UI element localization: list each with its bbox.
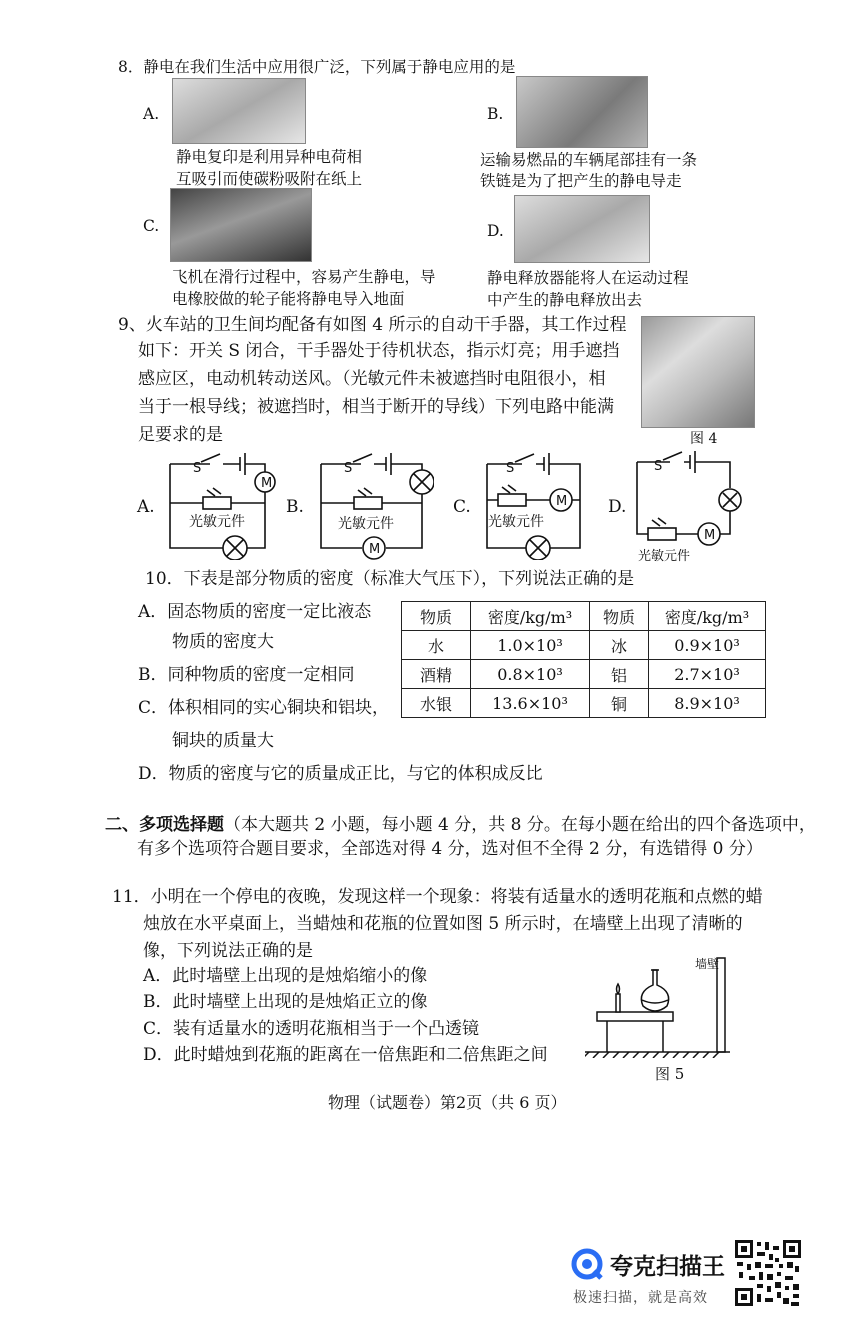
table-cell: 酒精: [402, 660, 471, 689]
q10-option-a-line1: A．固态物质的密度一定比液态: [138, 602, 372, 622]
q8-option-a-line2: 互吸引而使碳粉吸附在纸上: [176, 170, 363, 188]
scanner-slogan: 极速扫描，就是高效: [573, 1290, 708, 1306]
q10-stem: 10．下表是部分物质的密度（标准大气压下），下列说法正确的是: [145, 569, 635, 589]
density-table: [401, 601, 766, 718]
q10-option-b: B．同种物质的密度一定相同: [138, 665, 355, 685]
q9-circuit-c-motor-label: M: [556, 494, 568, 509]
q9-circuit-a-letter: A.: [137, 497, 155, 517]
q8-option-c-letter: C.: [143, 217, 160, 235]
table-cell: 8.9×10³: [649, 689, 766, 718]
table-cell: 水: [402, 631, 471, 660]
table-cell: 0.9×10³: [649, 631, 766, 660]
section2-desc-line1: （本大题共 2 小题，每小题 4 分，共 8 分。在每小题在给出的四个备选项中，: [224, 815, 816, 835]
q8-option-a-line1: 静电复印是利用异种电荷相: [176, 148, 363, 166]
q11-wall-label: 墙壁: [695, 957, 720, 971]
q9-line-3: 感应区，电动机转动送风。（光敏元件未被遮挡时电阻很小，相: [138, 369, 606, 389]
q9-circuit-d-sensor-label: 光敏元件: [638, 549, 691, 564]
q8-option-d-letter: D.: [487, 222, 504, 240]
table-header-cell: 密度/kg/m³: [649, 602, 766, 631]
q8-photo-d: [514, 195, 650, 263]
q8-photo-b: [516, 76, 648, 148]
q9-circuit-c-sensor-label: 光敏元件: [488, 514, 544, 530]
table-cell: 冰: [590, 631, 649, 660]
q9-circuit-b-sensor-label: 光敏元件: [338, 516, 394, 532]
page-footer: 物理（试题卷）第2页（共 6 页）: [328, 1093, 567, 1112]
qr-code-icon: [735, 1240, 801, 1306]
q9-circuit-d-switch-label: S: [654, 459, 663, 474]
q9-circuit-a-switch-label: S: [193, 461, 202, 476]
table-cell: 2.7×10³: [649, 660, 766, 689]
q11-option-d: D．此时蜡烛到花瓶的距离在一倍焦距和二倍焦距之间: [143, 1045, 548, 1065]
q9-circuit-d-diagram: [632, 450, 744, 564]
q9-line-1: 9、火车站的卫生间均配备有如图 4 所示的自动干手器，其工作过程: [118, 315, 627, 335]
q11-figure5-diagram: [585, 950, 745, 1058]
table-cell: 铜: [590, 689, 649, 718]
q8-photo-c: [170, 188, 312, 262]
table-row: [402, 631, 766, 660]
q10-option-c-line1: C．体积相同的实心铜块和铝块，: [138, 698, 390, 718]
q8-photo-a: [172, 78, 306, 144]
table-header-cell: 物质: [590, 602, 649, 631]
q9-figure4-photo: [641, 316, 755, 428]
section2-desc-line2: 有多个选项符合题目要求，全部选对得 4 分，选对但不全得 2 分，有选错得 0 分）: [137, 839, 763, 859]
q11-line-1: 11．小明在一个停电的夜晚，发现这样一个现象：将装有适量水的透明花瓶和点燃的蜡: [112, 887, 763, 907]
q11-line-3: 像，下列说法正确的是: [143, 941, 313, 961]
q9-circuit-c-switch-label: S: [506, 461, 515, 476]
q11-option-c: C．装有适量水的透明花瓶相当于一个凸透镜: [143, 1019, 480, 1039]
q9-circuit-c-letter: C.: [453, 497, 471, 517]
q9-circuit-c-diagram: [482, 452, 590, 560]
q11-option-b: B．此时墙壁上出现的是烛焰正立的像: [143, 992, 428, 1012]
q10-option-c-line2: 铜块的质量大: [172, 731, 274, 751]
q9-line-5: 足要求的是: [138, 425, 223, 445]
section2-title: 二、多项选择题: [105, 815, 224, 835]
scanner-brand-name: 夸克扫描王: [610, 1254, 725, 1280]
q9-line-2: 如下：开关 S 闭合，干手器处于待机状态，指示灯亮；用手遮挡: [138, 341, 620, 361]
q11-line-2: 烛放在水平桌面上，当蜡烛和花瓶的位置如图 5 所示时，在墙壁上出现了清晰的: [143, 914, 743, 934]
q9-circuit-b-switch-label: S: [344, 461, 353, 476]
q9-circuit-b-motor-label: M: [369, 542, 381, 557]
q9-line-4: 当于一根导线；被遮挡时，相当于断开的导线）下列电路中能满: [138, 397, 614, 417]
q9-circuit-a-diagram: [165, 452, 285, 560]
table-row: [402, 660, 766, 689]
q8-option-c-line1: 飞机在滑行过程中，容易产生静电，导: [172, 268, 436, 286]
q10-option-d: D．物质的密度与它的质量成正比，与它的体积成反比: [138, 764, 543, 784]
table-cell: 0.8×10³: [471, 660, 590, 689]
table-cell: 1.0×10³: [471, 631, 590, 660]
table-header-row: [402, 602, 766, 631]
q9-circuit-d-letter: D.: [608, 497, 627, 517]
q8-option-a-letter: A.: [143, 105, 160, 123]
q9-circuit-b-diagram: [316, 452, 434, 560]
q8-stem: 8．静电在我们生活中应用很广泛，下列属于静电应用的是: [118, 58, 516, 76]
table-row: [402, 689, 766, 718]
q8-option-b-letter: B.: [487, 105, 504, 123]
q9-circuit-d-motor-label: M: [704, 528, 716, 543]
table-cell: 13.6×10³: [471, 689, 590, 718]
q8-option-d-line2: 中产生的静电释放出去: [487, 291, 643, 309]
scanner-logo-icon: [570, 1247, 604, 1281]
table-header-cell: 物质: [402, 602, 471, 631]
q9-circuit-a-sensor-label: 光敏元件: [189, 514, 245, 530]
q8-option-b-line2: 铁链是为了把产生的静电导走: [480, 172, 682, 190]
table-cell: 水银: [402, 689, 471, 718]
table-header-cell: 密度/kg/m³: [471, 602, 590, 631]
q9-figure4-caption: 图 4: [690, 431, 718, 447]
q11-option-a: A．此时墙壁上出现的是烛焰缩小的像: [143, 966, 428, 986]
q8-option-b-line1: 运输易燃品的车辆尾部挂有一条: [480, 151, 698, 169]
q9-circuit-b-letter: B.: [286, 497, 304, 517]
q8-option-d-line1: 静电释放器能将人在运动过程: [487, 269, 689, 287]
q9-circuit-a-motor-label: M: [261, 476, 273, 491]
q10-option-a-line2: 物质的密度大: [172, 632, 274, 652]
q11-figure5-caption: 图 5: [655, 1065, 685, 1083]
table-cell: 铝: [590, 660, 649, 689]
q8-option-c-line2: 电橡胶做的轮子能将静电导入地面: [172, 290, 405, 308]
